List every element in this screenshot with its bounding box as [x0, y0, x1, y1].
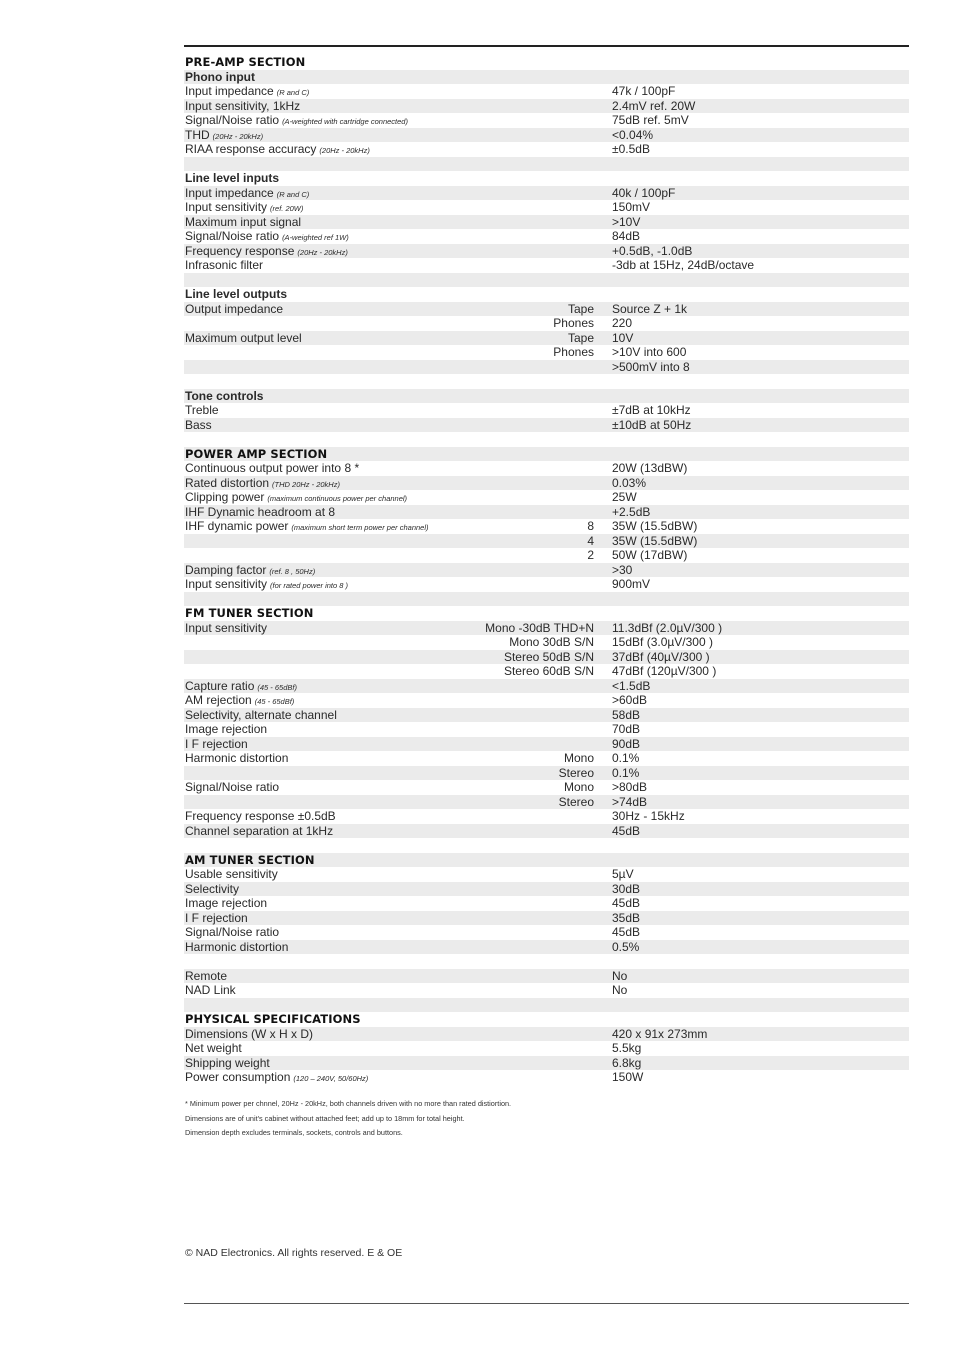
spec-label-text: POWER AMP SECTION [185, 446, 328, 461]
spec-label-note: (R and C) [276, 88, 310, 97]
spec-row [184, 679, 909, 694]
spec-condition: Stereo [558, 765, 594, 780]
spec-value: 30dB [612, 881, 641, 896]
section-heading [184, 606, 909, 621]
spec-value: 45dB [612, 896, 641, 910]
spec-label [185, 1041, 242, 1056]
spec-condition: Phones [553, 345, 594, 359]
spec-table [184, 55, 909, 1085]
spec-label-note: (45 - 65dBf) [254, 697, 295, 706]
spec-row [184, 867, 909, 882]
spec-row [184, 215, 909, 230]
spec-label-text: Line level inputs [185, 171, 280, 185]
section-heading [184, 447, 909, 462]
spec-label-text: Shipping weight [185, 1055, 270, 1070]
spec-label-text: Image rejection [185, 896, 268, 910]
spec-label-text: Net weight [185, 1041, 242, 1055]
spec-row [184, 418, 909, 433]
spec-condition: Mono -30dB THD+N [485, 620, 594, 635]
subsection-heading [184, 389, 909, 404]
spec-value: +0.5dB, -1.0dB [612, 243, 693, 258]
spec-row [184, 722, 909, 737]
spec-label [185, 853, 315, 868]
spec-label-text: Maximum input signal [185, 214, 302, 229]
spec-condition: Stereo 60dB S/N [503, 664, 594, 678]
section-heading [184, 55, 909, 70]
spec-label-text: Capture ratio [185, 678, 255, 693]
spec-label [185, 55, 305, 70]
spec-label [185, 215, 301, 230]
spec-value: ±7dB at 10kHz [612, 403, 691, 417]
spec-value: >60dB [612, 693, 648, 707]
spec-label-text: Bass [185, 417, 212, 432]
spec-label-text: Signal/Noise ratio [185, 229, 280, 243]
spec-label-note: (A-weighted ref 1W) [282, 233, 349, 242]
spec-label-text: Frequency response [185, 243, 295, 258]
spec-row [184, 983, 909, 998]
spec-label [185, 737, 248, 752]
spec-label-text: Maximum output level [185, 330, 302, 345]
spec-value: >10V [612, 214, 641, 229]
spec-value: 30Hz - 15kHz [612, 809, 685, 823]
spec-value: 150mV [612, 200, 651, 214]
spec-label-text: Rated distortion [185, 475, 270, 490]
spec-label-text: Line level outputs [185, 287, 288, 301]
spec-label [185, 708, 337, 723]
spec-row [184, 476, 909, 491]
spec-value: 35W (15.5dBW) [612, 519, 698, 533]
footnote: Dimension depth excludes terminals, sockets, controls and buttons. [185, 1128, 403, 1137]
spec-value: 40k / 100pF [612, 185, 676, 200]
top-rule [184, 45, 909, 47]
spec-row [184, 650, 909, 665]
spec-row [184, 693, 909, 708]
spec-row [184, 1041, 909, 1056]
spec-condition: 8 [587, 519, 594, 533]
spec-label [185, 331, 302, 346]
spec-value: 5.5kg [612, 1041, 642, 1055]
spec-label-text: Input sensitivity [185, 620, 268, 635]
spec-value: -3db at 15Hz, 24dB/octave [612, 258, 755, 272]
spec-row [184, 345, 909, 360]
spec-label [185, 867, 278, 882]
spec-label-text: Output impedance [185, 301, 284, 316]
spec-label [185, 302, 283, 317]
spacer-row [184, 592, 909, 607]
spec-row [184, 331, 909, 346]
spec-value: >30 [612, 562, 633, 577]
spec-label-text: THD [185, 127, 210, 142]
spec-condition: 4 [587, 533, 594, 548]
spec-label-text: Treble [185, 403, 219, 417]
spec-label [185, 969, 227, 984]
spec-value: 84dB [612, 229, 641, 243]
spec-label-text: Remote [185, 968, 228, 983]
spec-value: 75dB ref. 5mV [612, 113, 689, 127]
spacer-row [184, 954, 909, 969]
spec-row [184, 896, 909, 911]
spec-label [185, 1012, 361, 1027]
spec-label [185, 70, 255, 85]
spec-label-text: Input impedance [185, 185, 274, 200]
spec-label-text: Clipping power [185, 490, 265, 504]
spec-value: 35dB [612, 910, 641, 925]
spec-value: 45dB [612, 925, 641, 939]
spec-value: 5µV [612, 867, 634, 881]
spec-row [184, 360, 909, 375]
spec-row [184, 1056, 909, 1071]
spec-label [185, 882, 239, 897]
spec-row [184, 258, 909, 273]
spec-value: 47dBf (120µV/300 ) [612, 664, 717, 678]
spec-label [185, 505, 335, 520]
spec-row [184, 84, 909, 99]
spec-condition: Phones [553, 316, 594, 330]
spec-row [184, 128, 909, 143]
spec-condition: Tape [567, 301, 594, 316]
spec-label-text: PRE-AMP SECTION [185, 55, 306, 69]
spec-label-text: PHYSICAL SPECIFICATIONS [185, 1012, 361, 1026]
spec-value: ±0.5dB [612, 142, 650, 156]
subsection-heading [184, 171, 909, 186]
subsection-heading [184, 70, 909, 85]
spec-value: 15dBf (3.0µV/300 ) [612, 635, 713, 649]
spec-label-note: (20Hz - 20kHz) [297, 247, 348, 257]
spec-row [184, 316, 909, 331]
spec-value: 37dBf (40µV/300 ) [612, 649, 710, 664]
spec-label-text: FM TUNER SECTION [185, 606, 314, 620]
spec-row [184, 1027, 909, 1042]
spec-value: No [612, 968, 628, 983]
spec-value: 90dB [612, 736, 641, 751]
footnote: Dimensions are of unit's cabinet without attached feet; add up to 18mm for total height. [185, 1113, 465, 1123]
spec-row [184, 244, 909, 259]
spec-label [185, 389, 263, 404]
spec-row [184, 505, 909, 520]
spec-label-text: Signal/Noise ratio [185, 113, 280, 127]
spec-value: 50W (17dBW) [612, 548, 688, 562]
spec-label-text: Continuous output power into 8 * [185, 461, 360, 475]
spec-value: 6.8kg [612, 1055, 642, 1070]
spec-row [184, 403, 909, 418]
spec-label-text: Usable sensitivity [185, 867, 278, 881]
spec-condition: 2 [587, 548, 594, 562]
spec-label-note: (for rated power into 8 ) [270, 581, 348, 590]
spec-label-text: Selectivity [185, 881, 240, 896]
spec-value: >10V into 600 [612, 345, 687, 359]
spec-value: No [612, 983, 628, 997]
spec-label-text: Selectivity, alternate channel [185, 707, 337, 722]
spec-label [185, 824, 333, 839]
spec-value: <1.5dB [612, 678, 651, 693]
spec-value: 900mV [612, 577, 651, 591]
spec-row [184, 186, 909, 201]
spec-label-note: (45 - 65dBf) [257, 682, 297, 692]
spec-label-note: (20Hz - 20kHz) [319, 146, 370, 155]
spec-row [184, 142, 909, 157]
spacer-row [184, 838, 909, 853]
spec-label [185, 99, 300, 114]
section-heading [184, 853, 909, 868]
spec-row [184, 534, 909, 549]
spec-row [184, 1070, 909, 1085]
spec-label-text: I F rejection [185, 736, 248, 751]
spec-condition: Mono [563, 780, 594, 794]
spec-value: 2.4mV ref. 20W [612, 98, 696, 113]
spec-label [185, 911, 248, 926]
spec-value: 70dB [612, 722, 641, 736]
spec-value: 0.1% [612, 751, 640, 765]
spec-label-text: Image rejection [185, 722, 268, 736]
spec-row [184, 563, 909, 578]
spec-value: >500mV into 8 [612, 359, 690, 374]
spec-row [184, 577, 909, 592]
spec-label [185, 751, 288, 766]
spec-label-text: Signal/Noise ratio [185, 780, 280, 794]
spec-row [184, 882, 909, 897]
spacer-row [184, 374, 909, 389]
spec-label-text: Phono input [185, 69, 255, 84]
footnotes [185, 1097, 511, 1141]
spec-row [184, 708, 909, 723]
spec-row [184, 809, 909, 824]
spec-row [184, 737, 909, 752]
spec-label-text: Input sensitivity [185, 200, 268, 214]
spec-label-text: Power consumption [185, 1070, 291, 1084]
spec-label-note: (ref. 20W) [270, 204, 304, 213]
spec-value: 0.5% [612, 939, 640, 954]
spec-value: 420 x 91x 273mm [612, 1026, 708, 1041]
spec-label-text: NAD Link [185, 983, 236, 997]
spec-row [184, 490, 909, 505]
spec-value: 20W (13dBW) [612, 461, 688, 475]
spec-value: 0.1% [612, 765, 640, 780]
spec-value: 35W (15.5dBW) [612, 533, 698, 548]
spec-label-note: (THD 20Hz - 20kHz) [272, 479, 340, 489]
spec-row [184, 925, 909, 940]
spec-value: 47k / 100pF [612, 84, 676, 98]
spec-label-text: Dimensions (W x H x D) [185, 1026, 314, 1041]
spec-label-text: AM TUNER SECTION [185, 852, 315, 867]
spec-label-text: Channel separation at 1kHz [185, 823, 334, 838]
spec-label-note: (R and C) [276, 189, 310, 199]
spec-condition: Stereo 50dB S/N [503, 649, 594, 664]
spec-label [185, 621, 267, 636]
spec-row [184, 229, 909, 244]
spec-label [185, 1027, 313, 1042]
spec-value: 58dB [612, 707, 641, 722]
spec-label [185, 287, 287, 302]
spec-label [185, 461, 359, 476]
spec-label-text: Frequency response ±0.5dB [185, 809, 336, 823]
spec-label [185, 940, 288, 955]
spec-value: Source Z + 1k [612, 301, 688, 316]
spec-condition: Mono [563, 751, 594, 765]
spec-label-text: RIAA response accuracy [185, 142, 317, 156]
spec-label [185, 722, 267, 737]
spec-label-text: IHF Dynamic headroom at 8 [185, 504, 336, 519]
spec-label [185, 258, 263, 273]
spec-value: 150W [612, 1070, 644, 1084]
spec-condition: Mono 30dB S/N [509, 635, 594, 649]
spec-label-note: (20Hz - 20kHz) [212, 131, 264, 141]
spec-value: ±10dB at 50Hz [612, 417, 692, 432]
spec-row [184, 621, 909, 636]
spec-row [184, 766, 909, 781]
spec-label-text: IHF dynamic power [185, 519, 289, 533]
spec-label [185, 1070, 368, 1087]
spec-label-text: Input sensitivity [185, 577, 268, 591]
spec-label-text: Tone controls [185, 388, 264, 403]
spec-row [184, 635, 909, 650]
spec-label [185, 418, 212, 433]
spec-label-note: (120 – 240V, 50/60Hz) [293, 1074, 369, 1083]
spec-label-note: (maximum short term power per channel) [291, 523, 429, 532]
spec-value: 11.3dBf (2.0µV/300 ) [612, 620, 723, 635]
spec-row [184, 780, 909, 795]
spec-label-text: Harmonic distortion [185, 939, 289, 954]
spec-row [184, 911, 909, 926]
spec-label-text: Input sensitivity, 1kHz [185, 98, 301, 113]
spec-label [185, 1056, 270, 1071]
spec-row [184, 795, 909, 810]
spec-label [185, 780, 279, 795]
spacer-row [184, 273, 909, 288]
spec-label [185, 403, 219, 418]
section-heading [184, 1012, 909, 1027]
spec-value: 10V [612, 330, 634, 345]
spacer-row [184, 432, 909, 447]
spec-label-text: Input impedance [185, 84, 274, 98]
spec-row [184, 664, 909, 679]
spec-label-note: (maximum continuous power per channel) [267, 494, 408, 503]
spec-label [185, 447, 327, 462]
spec-label-text: Signal/Noise ratio [185, 925, 280, 939]
footnote: * Minimum power per chnnel, 20Hz - 20kHz, both channels driven with no more than rated distiortion. [185, 1099, 512, 1108]
spec-label-text: I F rejection [185, 910, 248, 925]
spacer-row [184, 157, 909, 172]
spec-label [185, 606, 314, 621]
spec-label [185, 896, 267, 911]
spec-label-text: Harmonic distortion [185, 751, 289, 765]
spec-value: >80dB [612, 780, 648, 794]
spec-label-text: AM rejection [185, 693, 252, 707]
spec-label [185, 809, 336, 824]
spec-label-text: Damping factor [185, 562, 267, 577]
spec-condition: Stereo [558, 794, 594, 809]
spec-row [184, 302, 909, 317]
spec-label [185, 983, 236, 998]
spec-row [184, 519, 909, 534]
spec-label-text: Infrasonic filter [185, 258, 264, 272]
spec-row [184, 751, 909, 766]
spec-value: >74dB [612, 794, 648, 809]
spec-label [185, 925, 279, 940]
spec-value: 25W [612, 490, 637, 504]
spec-row [184, 200, 909, 215]
spec-row [184, 461, 909, 476]
spec-value: 220 [612, 316, 633, 330]
spec-value: <0.04% [612, 127, 654, 142]
spec-label [185, 171, 279, 186]
copyright-notice: © NAD Electronics. All rights reserved. E & OE [185, 1247, 403, 1259]
spec-row [184, 824, 909, 839]
spec-value: 0.03% [612, 475, 647, 490]
spec-row [184, 548, 909, 563]
spec-value: 45dB [612, 823, 641, 838]
spec-label-note: (ref. 8 , 50Hz) [269, 566, 316, 576]
subsection-heading [184, 287, 909, 302]
spec-row [184, 99, 909, 114]
bottom-rule [184, 1303, 909, 1304]
spec-row [184, 113, 909, 128]
spacer-row [184, 998, 909, 1013]
spec-condition: Tape [567, 330, 594, 345]
spec-label-note: (A-weighted with cartridge connected) [282, 117, 408, 126]
spec-value: +2.5dB [612, 504, 651, 519]
spec-row [184, 940, 909, 955]
spec-row [184, 969, 909, 984]
